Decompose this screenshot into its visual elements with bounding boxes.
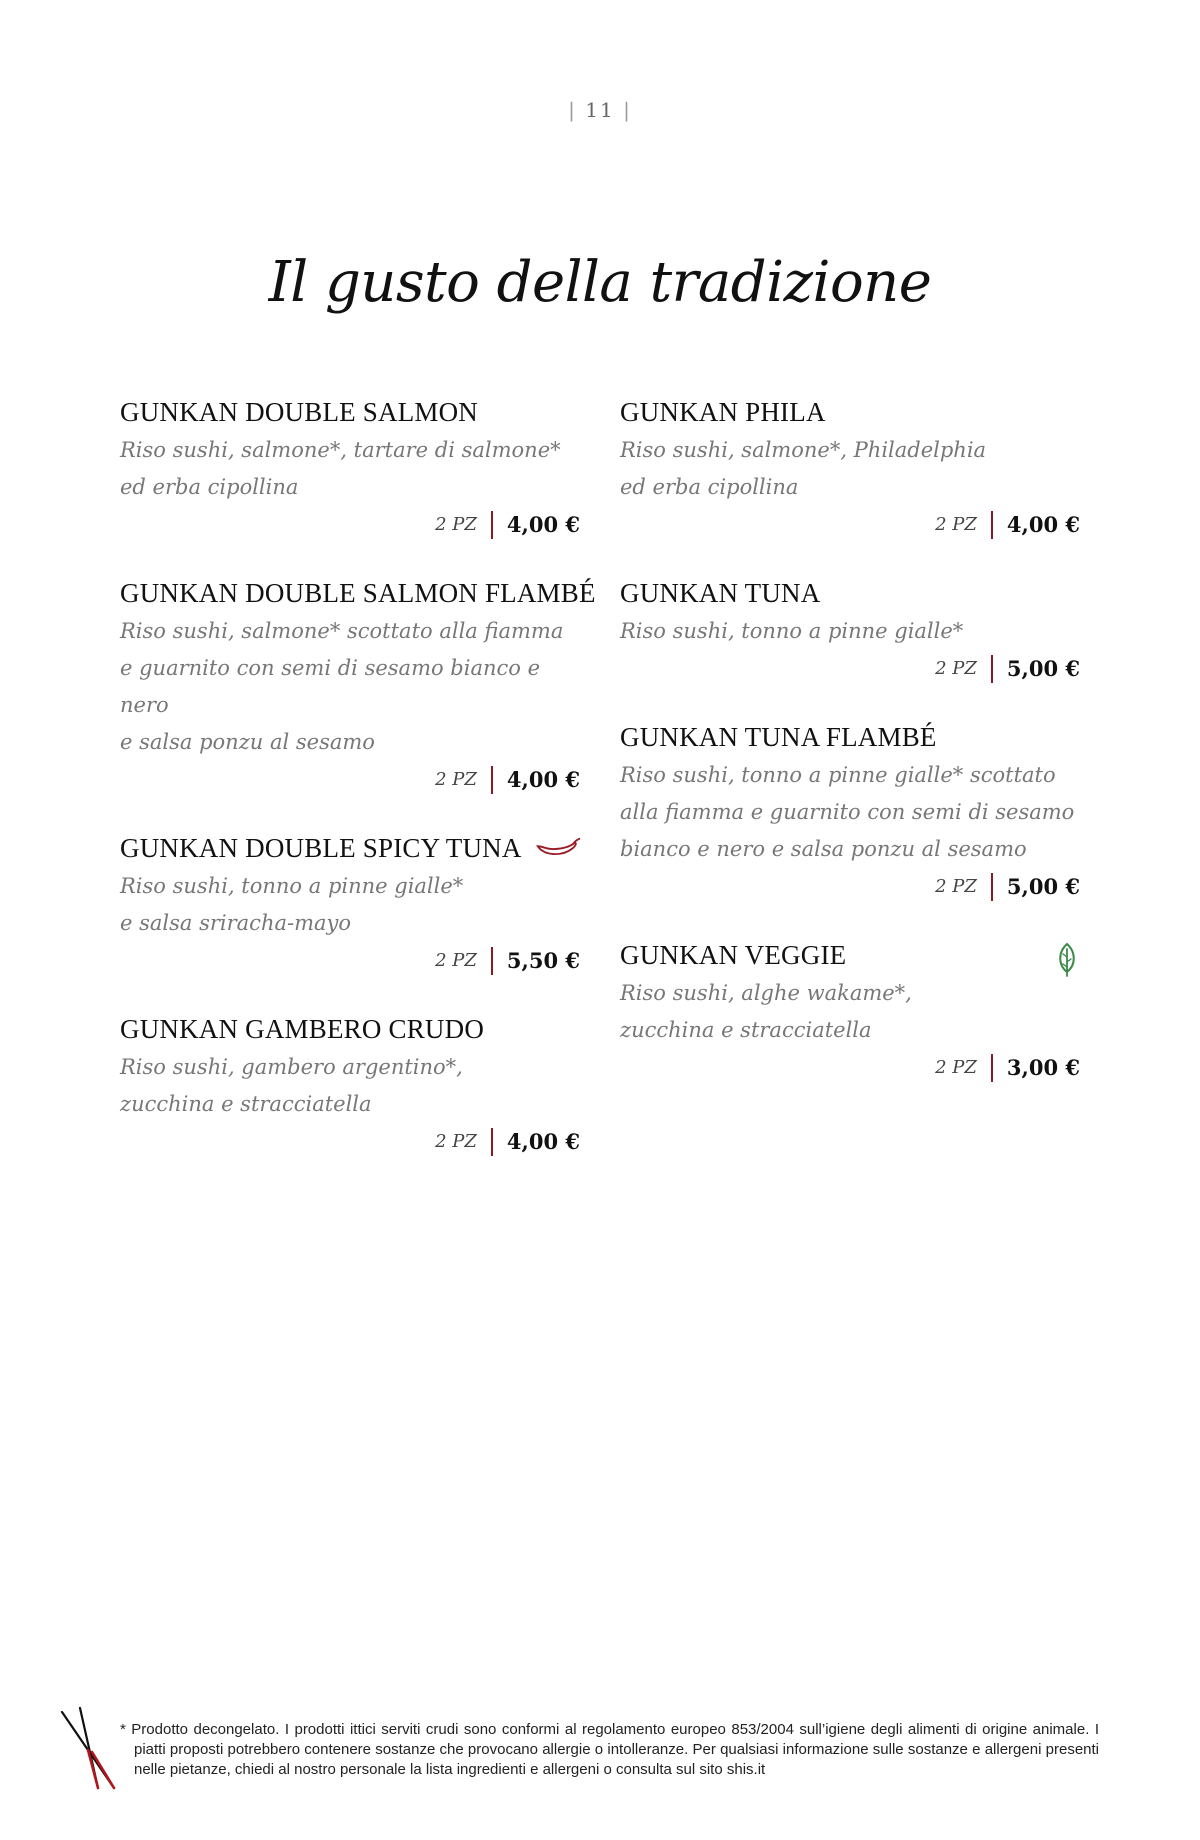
price-row bbox=[120, 761, 580, 798]
item-price: 5,00 € bbox=[1006, 874, 1080, 899]
menu-item bbox=[620, 573, 1080, 687]
chili-pepper-icon bbox=[534, 836, 580, 860]
menu-item bbox=[120, 828, 580, 979]
price-row bbox=[620, 650, 1080, 687]
item-price: 4,00 € bbox=[506, 512, 580, 537]
page-number-left-bar: | bbox=[568, 98, 586, 122]
item-name bbox=[120, 1009, 580, 1049]
item-description-line: Riso sushi, alghe wakame*, bbox=[620, 981, 912, 1005]
item-description-line: alla fiamma e guarnito con semi di sesamo bbox=[620, 800, 1075, 824]
item-description-line: Riso sushi, gambero argentino*, bbox=[120, 1055, 463, 1079]
item-description-line: Riso sushi, tonno a pinne gialle* scottato bbox=[620, 763, 1056, 787]
item-description-line: ed erba cipollina bbox=[120, 475, 299, 499]
pieces-count: 2 PZ bbox=[935, 876, 977, 897]
menu-column-right bbox=[620, 392, 1080, 1116]
price-row bbox=[120, 1123, 580, 1160]
item-description-line: Riso sushi, salmone*, Philadelphia bbox=[620, 438, 987, 462]
item-name bbox=[120, 573, 596, 613]
menu-item bbox=[120, 573, 596, 798]
item-name-text: GUNKAN PHILA bbox=[620, 397, 826, 427]
item-name-text: GUNKAN VEGGIE bbox=[620, 940, 847, 970]
item-price: 4,00 € bbox=[1006, 512, 1080, 537]
pieces-count: 2 PZ bbox=[435, 950, 477, 971]
price-separator bbox=[991, 655, 993, 683]
item-description-line: zucchina e stracciatella bbox=[120, 1092, 372, 1116]
menu-item bbox=[120, 392, 580, 543]
item-description-line: Riso sushi, salmone* scottato alla fiamma bbox=[120, 619, 564, 643]
item-name-text: GUNKAN DOUBLE SPICY TUNA bbox=[120, 833, 522, 863]
pieces-count: 2 PZ bbox=[935, 514, 977, 535]
item-description-line: e salsa ponzu al sesamo bbox=[120, 730, 375, 754]
page-number-right-bar: | bbox=[614, 98, 632, 122]
item-name-text: GUNKAN DOUBLE SALMON FLAMBÉ bbox=[120, 578, 596, 608]
price-row bbox=[120, 942, 580, 979]
menu-column-left bbox=[120, 392, 596, 1190]
pieces-count: 2 PZ bbox=[935, 658, 977, 679]
item-name bbox=[120, 392, 580, 432]
item-name bbox=[620, 935, 1080, 975]
item-price: 3,00 € bbox=[1006, 1055, 1080, 1080]
price-row bbox=[620, 1049, 1080, 1086]
price-row bbox=[120, 506, 580, 543]
price-separator bbox=[491, 511, 493, 539]
menu-item bbox=[620, 392, 1080, 543]
item-name-text: GUNKAN TUNA bbox=[620, 578, 821, 608]
item-description-line: e guarnito con semi di sesamo bianco e nero bbox=[120, 656, 541, 717]
price-row bbox=[620, 868, 1080, 905]
item-name-text: GUNKAN GAMBERO CRUDO bbox=[120, 1014, 485, 1044]
item-name bbox=[620, 392, 1080, 432]
item-description-line: bianco e nero e salsa ponzu al sesamo bbox=[620, 837, 1027, 861]
price-separator bbox=[991, 511, 993, 539]
pieces-count: 2 PZ bbox=[435, 769, 477, 790]
page-number bbox=[0, 98, 1200, 122]
item-name bbox=[620, 573, 1080, 613]
item-description-line: ed erba cipollina bbox=[620, 475, 799, 499]
page-title: Il gusto della tradizione bbox=[268, 250, 932, 315]
pieces-count: 2 PZ bbox=[435, 514, 477, 535]
menu-item bbox=[620, 717, 1080, 905]
pieces-count: 2 PZ bbox=[435, 1131, 477, 1152]
item-description-line: e salsa sriracha-mayo bbox=[120, 911, 352, 935]
item-name-text: GUNKAN DOUBLE SALMON bbox=[120, 397, 478, 427]
leaf-icon bbox=[1054, 941, 1080, 977]
item-description-line: Riso sushi, tonno a pinne gialle* bbox=[120, 874, 464, 898]
page-number-value: 11 bbox=[585, 98, 615, 122]
item-description-line: Riso sushi, salmone*, tartare di salmone* bbox=[120, 438, 561, 462]
menu-item bbox=[620, 935, 1080, 1086]
price-row bbox=[620, 506, 1080, 543]
price-separator bbox=[491, 947, 493, 975]
item-name bbox=[120, 828, 580, 868]
item-description-line: zucchina e stracciatella bbox=[620, 1018, 872, 1042]
item-price: 4,00 € bbox=[506, 1129, 580, 1154]
price-separator bbox=[991, 1054, 993, 1082]
price-separator bbox=[491, 766, 493, 794]
item-price: 5,00 € bbox=[1006, 656, 1080, 681]
pieces-count: 2 PZ bbox=[935, 1057, 977, 1078]
item-name bbox=[620, 717, 1080, 757]
menu-item bbox=[120, 1009, 580, 1160]
item-price: 5,50 € bbox=[506, 948, 580, 973]
price-separator bbox=[991, 873, 993, 901]
allergen-footnote: * Prodotto decongelato. I prodotti ittici serviti crudi sono conformi al regolamento europeo 853/2004 sull’igiene degli alimenti di origine animale. I piatti proposti potrebbero contenere sostanze che provocano allergie o intolleranze. Per qualsiasi informazione sulle sostanze e allergeni presenti nelle pietanze, chiedi al nostro personale la lista ingredienti e allergeni o consulta sul sito shis.it bbox=[120, 1721, 1099, 1778]
item-description-line: Riso sushi, tonno a pinne gialle* bbox=[620, 619, 964, 643]
item-price: 4,00 € bbox=[506, 767, 580, 792]
chopsticks-icon bbox=[58, 1706, 124, 1790]
price-separator bbox=[491, 1128, 493, 1156]
item-name-text: GUNKAN TUNA FLAMBÉ bbox=[620, 722, 937, 752]
